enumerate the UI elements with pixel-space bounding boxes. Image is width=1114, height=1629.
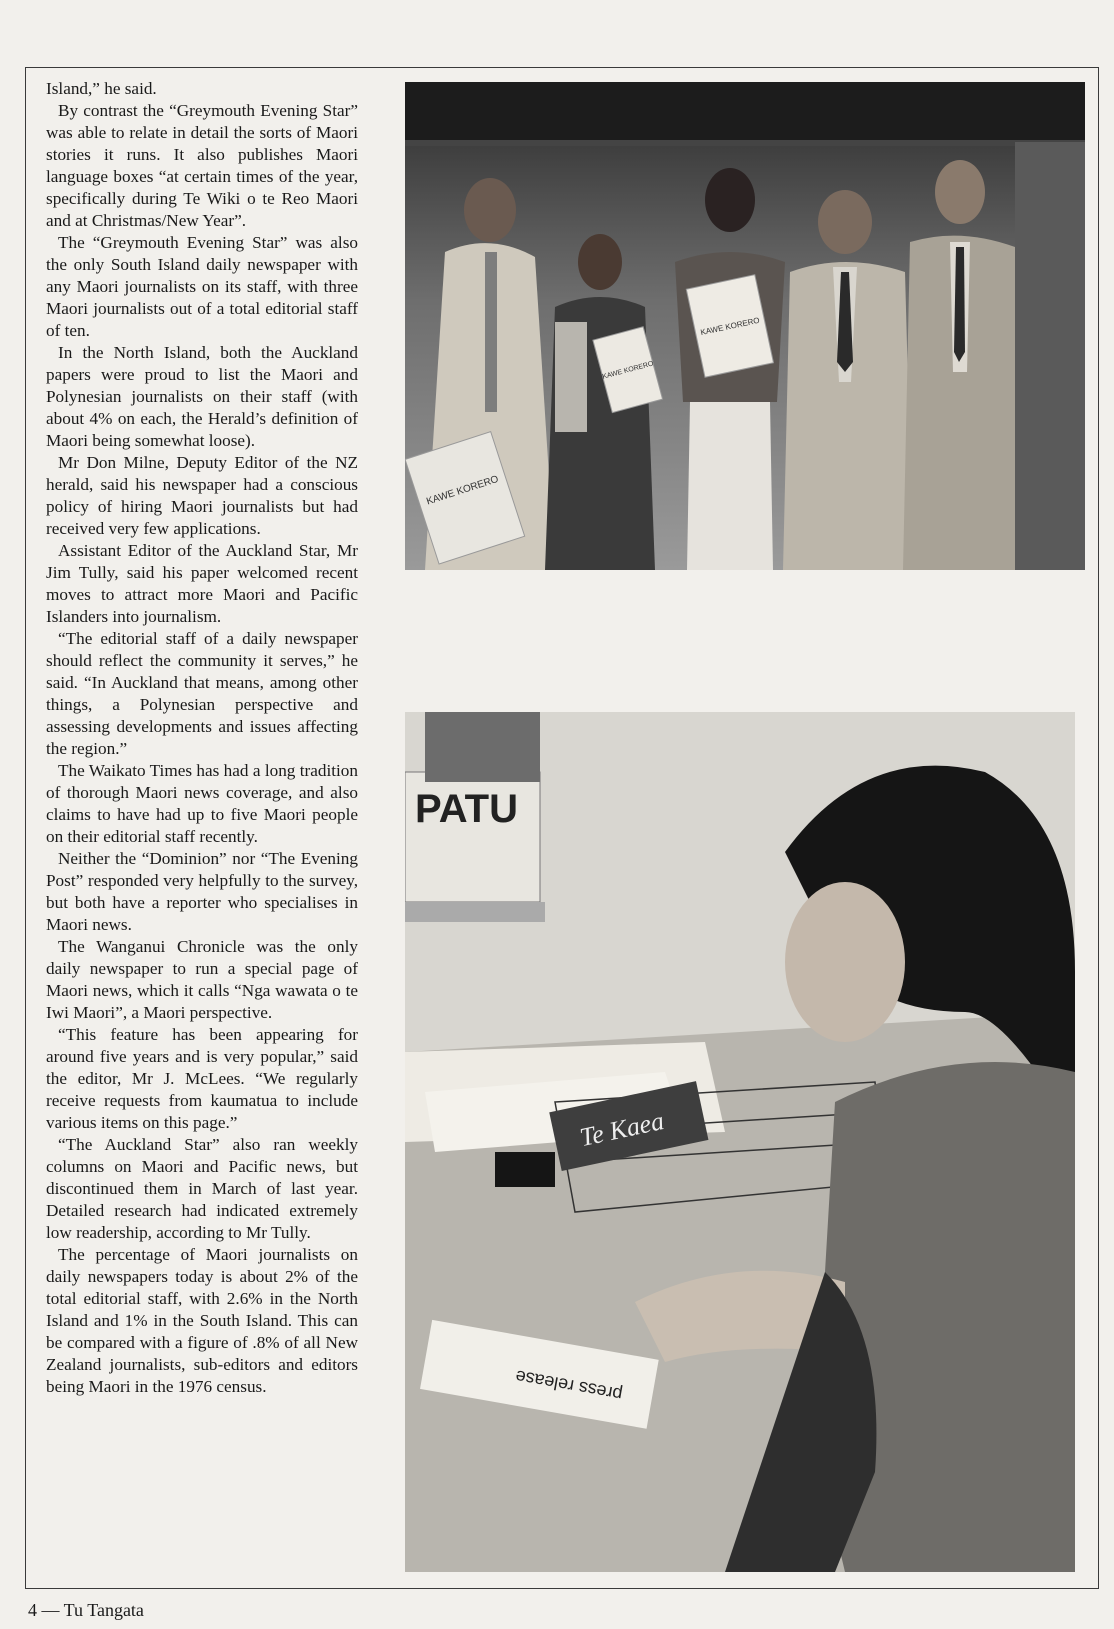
article-paragraph: Mr Don Milne, Deputy Editor of the NZ herald, said his newspaper had a conscious policy of hiring Maori journalists but had received very few applications.: [46, 453, 358, 538]
article-paragraph: In the North Island, both the Auckland papers were proud to list the Maori and Polynesian journalists on their staff (with about 4% on each, the Herald’s definition of Maori being somewhat loose).: [46, 343, 358, 450]
booklet-label: KAWE KORERO: [425, 473, 501, 508]
poster-label: PATU: [415, 787, 518, 831]
article-column: [46, 78, 358, 1398]
article-paragraph: The Waikato Times has had a long tradition of thorough Maori news coverage, and also claims to have had up to five Maori people on their editorial staff recently.: [46, 761, 358, 846]
article-paragraph: Neither the “Dominion” nor “The Evening Post” responded very helpfully to the survey, but both have a reporter who specialises in Maori news.: [46, 849, 358, 934]
magazine-label: Te Kaea: [577, 1106, 667, 1153]
article-paragraph: “The editorial staff of a daily newspaper should reflect the community it serves,” he said. “In Auckland that means, among other things, a Polynesian perspective and assessing developments and issues affecting the region.”: [46, 629, 358, 758]
article-paragraph: The Wanganui Chronicle was the only daily newspaper to run a special page of Maori news, which it calls “Nga wawata o te Iwi Maori”, a Maori perspective.: [46, 937, 358, 1022]
article-paragraph: Island,” he said.: [46, 79, 157, 98]
article-paragraph: By contrast the “Greymouth Evening Star” was able to relate in detail the sorts of Maori stories it runs. It also publishes Maori language boxes “at certain times of the year, specifically during Te Wiki o te Reo Maori and at Christmas/New Year”.: [46, 101, 358, 230]
page-footer: 4 — Tu Tangata: [28, 1600, 144, 1620]
group-photo: [405, 82, 1085, 570]
desk-photo: [405, 712, 1075, 1572]
article-paragraph: The percentage of Maori journalists on daily newspapers today is about 2% of the total editorial staff, with 2.6% in the North Island and 1% in the South Island. This can be compared with a figure of .8% of all New Zealand journalists, sub-editors and editors being Maori in the 1976 census.: [46, 1245, 358, 1396]
release-label: press release: [513, 1366, 624, 1405]
article-paragraph: The “Greymouth Evening Star” was also the only South Island daily newspaper with any Maori journalists on its staff, with three Maori journalists out of a total editorial staff of ten.: [46, 233, 358, 340]
booklet-label: KAWE KORERO: [699, 315, 761, 338]
article-paragraph: “This feature has been appearing for around five years and is very popular,” said the editor, Mr J. McLees. “We regularly receive requests from kaumatua to include various items on this page.”: [46, 1025, 358, 1132]
article-paragraph: “The Auckland Star” also ran weekly columns on Maori and Pacific news, but discontinued them in March of last year. Detailed research had indicated extremely low readership, according to Mr Tully.: [46, 1135, 358, 1242]
booklet-label: KAWE KORERO: [601, 360, 655, 381]
article-paragraph: Assistant Editor of the Auckland Star, Mr Jim Tully, said his paper welcomed recent moves to attract more Maori and Pacific Islanders into journalism.: [46, 541, 358, 626]
